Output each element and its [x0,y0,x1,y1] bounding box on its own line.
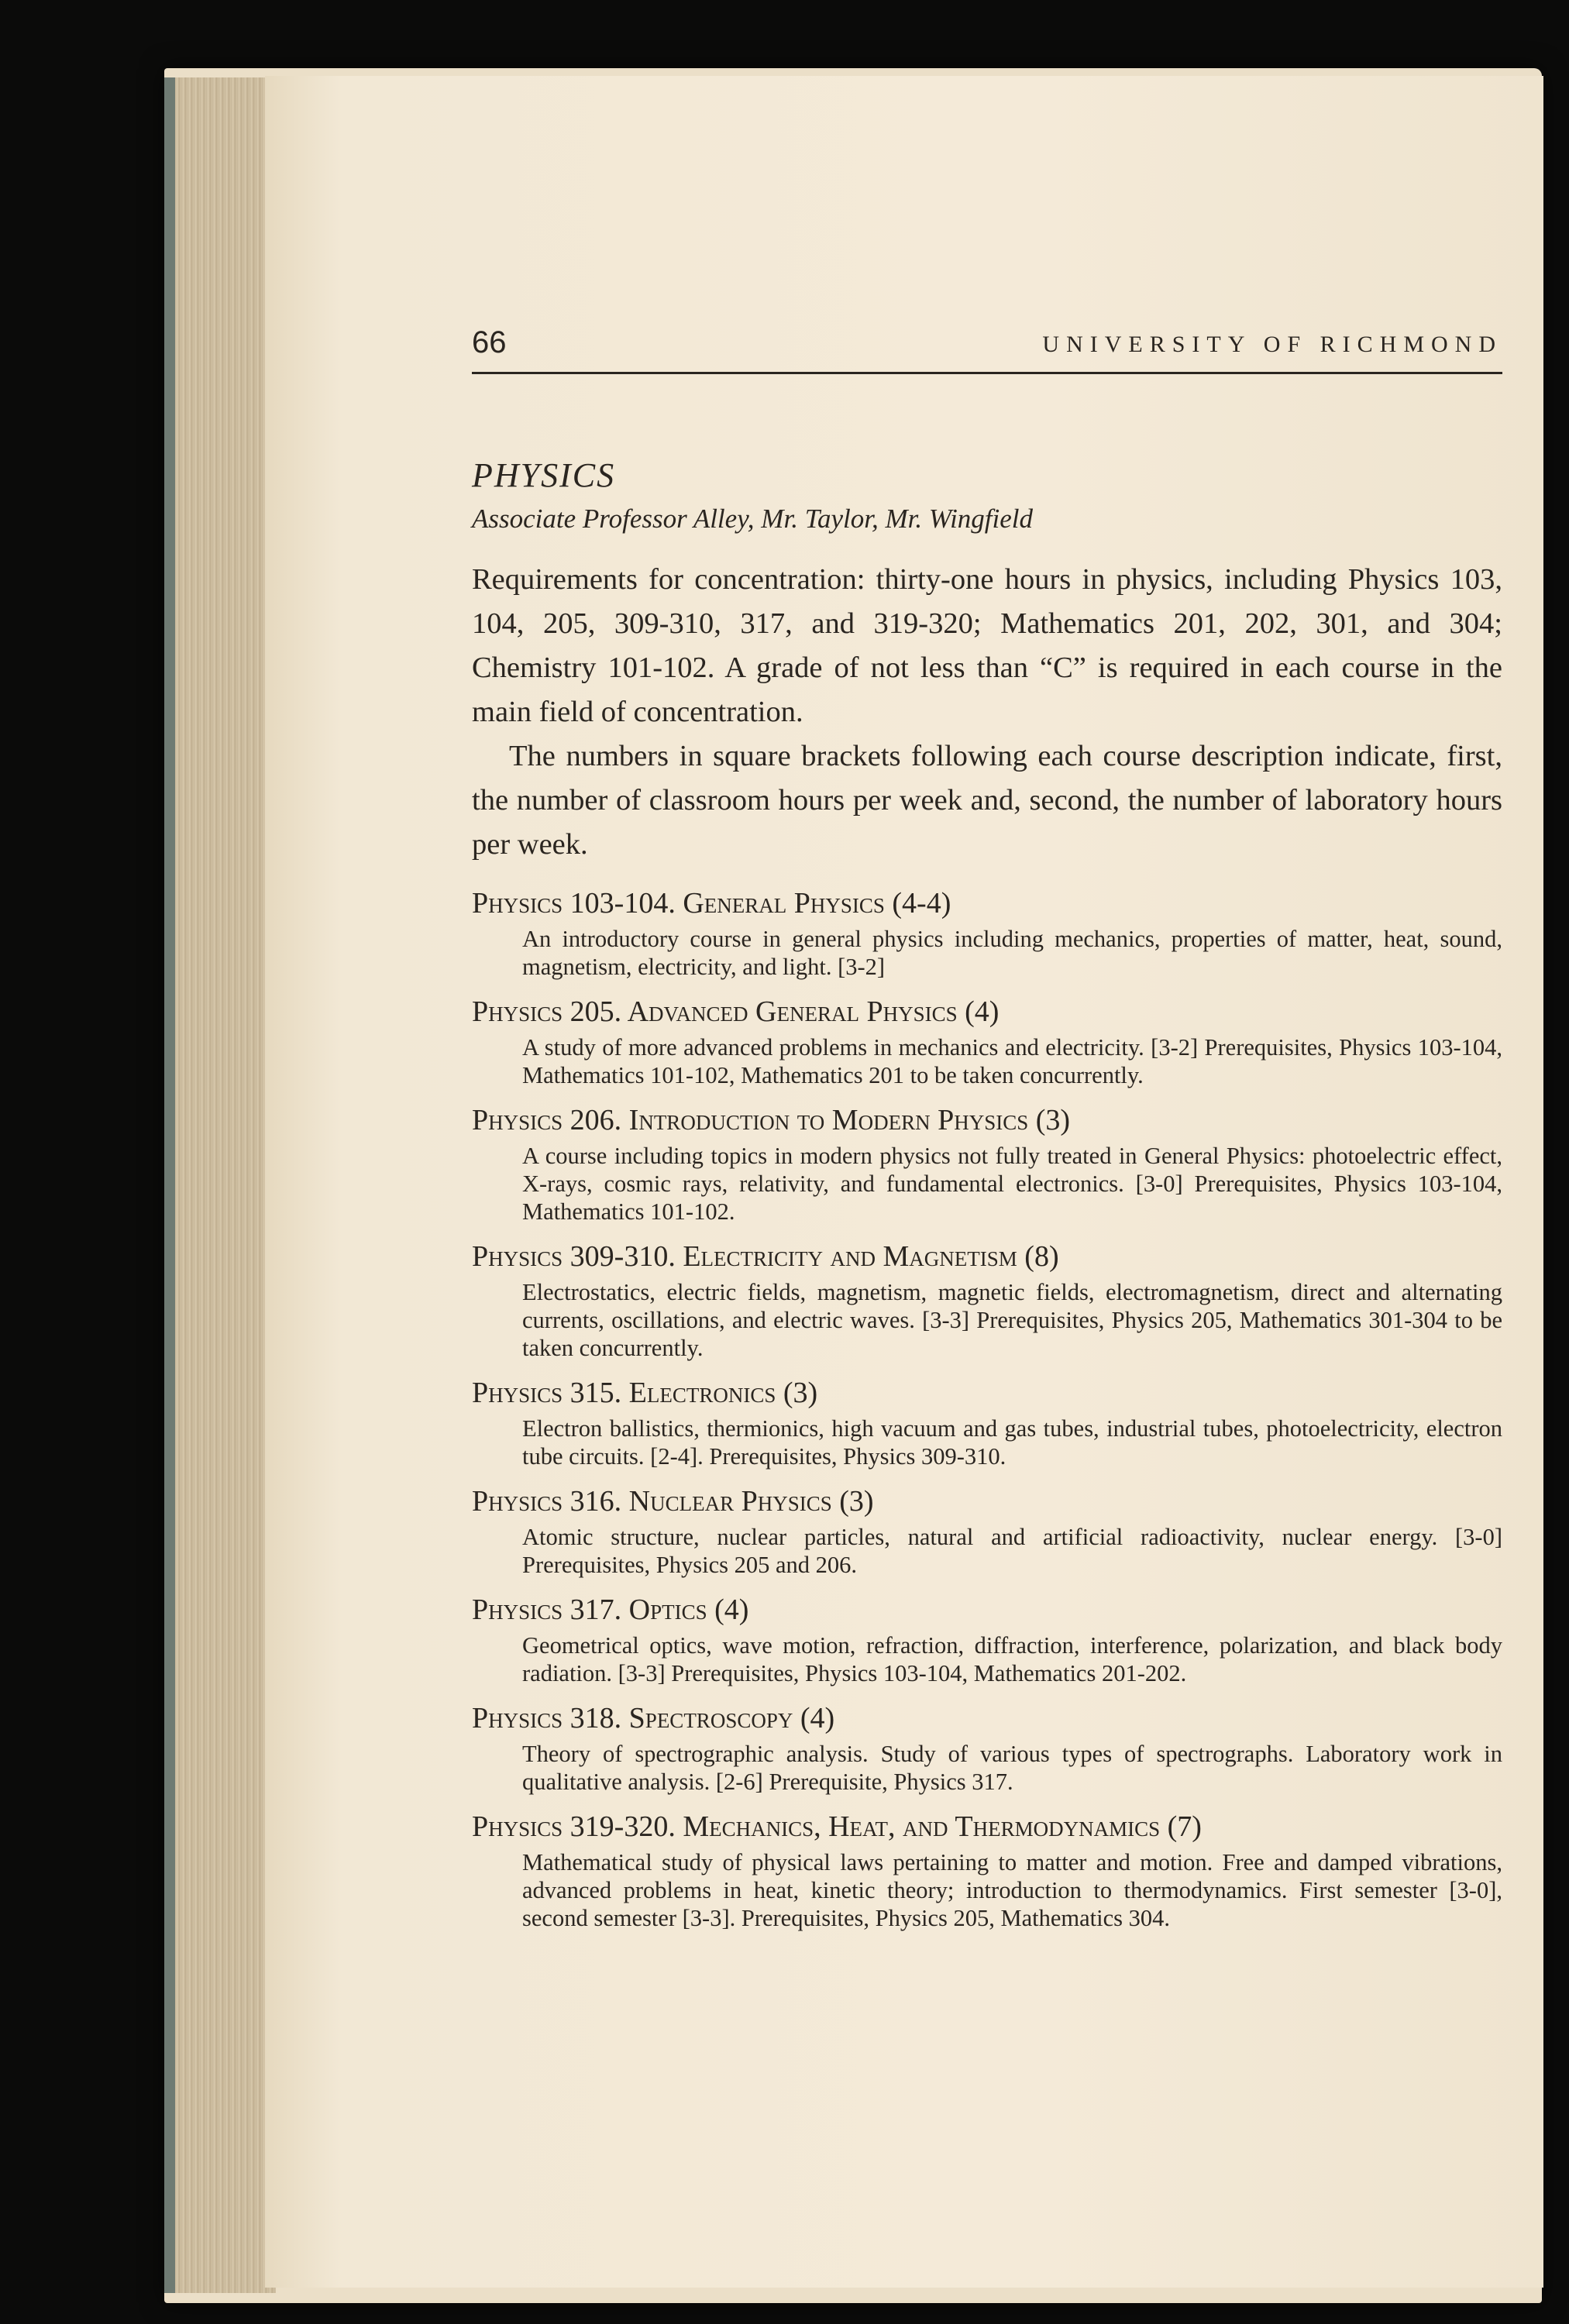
department-title: PHYSICS [472,456,616,494]
course-heading: Physics 318. Spectroscopy (4) [472,1702,835,1734]
faculty-line: Associate Professor Alley, Mr. Taylor, Mr. Wingfield [472,504,1033,534]
course-description: Mathematical study of physical laws pertaining to matter and motion. Free and damped vibrations, advanced problems in heat, kinetic theory; introduction to thermodynamics. First semester [3-0], second semester [3-3]. Prerequisites, Physics 205, Mathematics 304. [522,1849,1502,1931]
course-heading: Physics 315. Electronics (3) [472,1377,818,1409]
requirements-paragraph: Requirements for concentration: thirty-one hours in physics, including Physics 103, 104, 205, 309-310, 317, and 319-320; Mathematics 201, 202, 301, and 304; Chemistry 101-102. A grade of not less than “C” is required in each course in the main field of concentration. [472,563,1502,728]
course-list [472,882,1502,1941]
course-entry [472,1697,1502,1796]
book-page [265,76,1543,2288]
course-description: A course including topics in modern physics not fully treated in General Physics: photoelectric effect, X-rays, cosmic rays, relativity, and fundamental electronics. [3-0] Prerequisites, Physics 103-104, Mathematics 101-102. [522,1143,1502,1225]
course-heading: Physics 316. Nuclear Physics (3) [472,1485,874,1518]
course-entry [472,1371,1502,1470]
brackets-note-paragraph: The numbers in square brackets following each course description indicate, first, the number of classroom hours per week and, second, the number of laboratory hours per week. [472,740,1502,861]
course-entry [472,1480,1502,1579]
course-heading: Physics 319-320. Mechanics, Heat, and Thermodynamics (7) [472,1810,1202,1843]
course-description: Electrostatics, electric fields, magnetism, magnetic fields, electromagnetism, direct and alternating currents, oscillations, and electric waves. [3-3] Prerequisites, Physics 205, Mathematics 301-304 to be taken concurrently. [522,1279,1502,1361]
course-entry [472,882,1502,981]
course-entry [472,1098,1502,1226]
intro-text [472,558,1502,867]
course-heading: Physics 103-104. General Physics (4-4) [472,887,951,920]
course-entry [472,990,1502,1089]
course-entry [472,1235,1502,1362]
course-description: Theory of spectrographic analysis. Study of various types of spectrographs. Laboratory work in qualitative analysis. [2-6] Prerequisite, Physics 317. [522,1741,1502,1795]
course-entry [472,1588,1502,1687]
course-entry [472,1805,1502,1932]
course-description: Atomic structure, nuclear particles, natural and artificial radioactivity, nuclear energy. [3-0] Prerequisites, Physics 205 and 206. [522,1524,1502,1578]
course-description: A study of more advanced problems in mechanics and electricity. [3-2] Prerequisites, Physics 103-104, Mathematics 101-102, Mathematics 201 to be taken concurrently. [522,1034,1502,1088]
course-description: Electron ballistics, thermionics, high vacuum and gas tubes, industrial tubes, photoelectricity, electron tube circuits. [2-4]. Prerequisites, Physics 309-310. [522,1415,1502,1470]
course-description: Geometrical optics, wave motion, refraction, diffraction, interference, polarization, and black body radiation. [3-3] Prerequisites, Physics 103-104, Mathematics 201-202. [522,1632,1502,1686]
page-edges [164,77,276,2293]
running-title: UNIVERSITY OF RICHMOND [1042,332,1502,357]
course-heading: Physics 309-310. Electricity and Magnetism (8) [472,1240,1059,1273]
course-description: An introductory course in general physics including mechanics, properties of matter, heat, sound, magnetism, electricity, and light. [3-2] [522,926,1502,980]
page-number: 66 [472,325,507,359]
course-heading: Physics 317. Optics (4) [472,1593,749,1626]
course-heading: Physics 206. Introduction to Modern Physics (3) [472,1104,1071,1136]
running-head [472,248,1502,374]
course-heading: Physics 205. Advanced General Physics (4) [472,995,1000,1028]
